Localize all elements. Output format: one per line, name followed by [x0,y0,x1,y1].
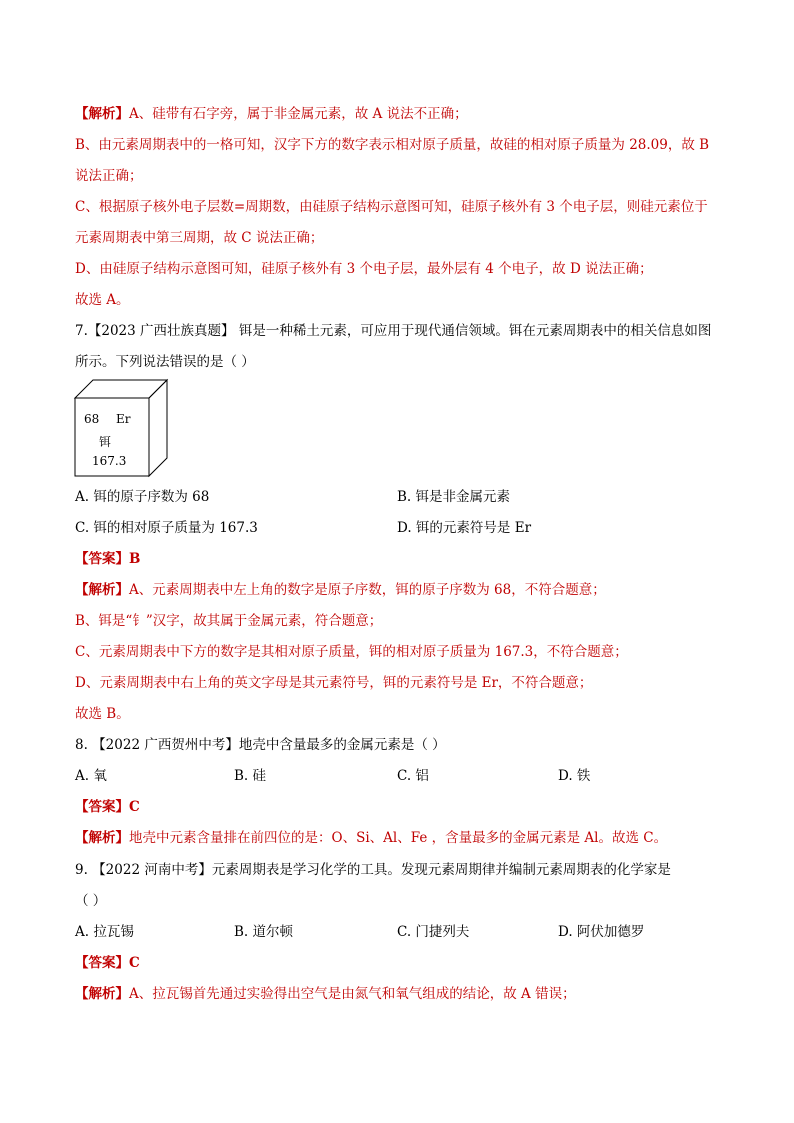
analysis-line: C、元素周期表中下方的数字是其相对原子质量，铒的相对原子质量为 167.3，不符合题意； [75,644,628,660]
analysis-line: 【解析】地壳中元素含量排在前四位的是：O、Si、Al、Fe ，含量最多的金属元素是 Al。故选 C。 [75,830,668,846]
element-name: 铒 [99,435,112,449]
option-a: A. 铒的原子序数为 68 [75,489,210,505]
analysis-line: C、根据原子核外电子层数=周期数，由硅原子结构示意图可知，硅原子核外有 3 个电子层，则硅元素位于 [75,199,708,215]
question-8-stem: 8. 【2022 广西贺州中考】地壳中含量最多的金属元素是（ ） [75,737,446,753]
analysis-line: D、由硅原子结构示意图可知，硅原子核外有 3 个电子层，最外层有 4 个电子，故 D 说法正确； [75,261,653,277]
question-9-stem: （ ） [75,893,107,909]
analysis-line: D、元素周期表中右上角的英文字母是其元素符号，铒的元素符号是 Er，不符合题意； [75,675,593,691]
question-9-stem: 9. 【2022 河南中考】元素周期表是学习化学的工具。发现元素周期律并编制元素周期表的化学家是 [75,862,671,878]
option-b: B. 铒是非金属元素 [397,489,511,505]
option-d: D. 阿伏加德罗 [558,924,645,940]
analysis-line: 【解析】A、硅带有石字旁，属于非金属元素，故 A 说法不正确； [75,106,468,122]
analysis-line: B、由元素周期表中的一格可知，汉字下方的数字表示相对原子质量，故硅的相对原子质量为 28.09，故 B [75,137,710,153]
analysis-line: 【解析】A、拉瓦锡首先通过实验得出空气是由氮气和氧气组成的结论，故 A 错误； [75,986,576,1002]
analysis-line: B、铒是“钅”汉字，故其属于金属元素，符合题意； [75,613,383,629]
answer-label: 【答案】B [75,551,141,567]
element-cell-figure [73,378,169,478]
option-b: B. 道尔顿 [234,924,294,940]
option-d: D. 铁 [558,768,591,784]
analysis-line: 元素周期表中第三周期，故 C 说法正确； [75,230,324,246]
question-7-stem: 7.【2023 广西壮族真题】 铒是一种稀土元素，可应用于现代通信领域。铒在元素周期表中的相关信息如图 [75,323,712,339]
analysis-line: 【解析】A、元素周期表中左上角的数字是原子序数，铒的原子序数为 68，不符合题意； [75,582,606,598]
atomic-mass: 167.3 [92,454,127,468]
option-c: C. 门捷列夫 [397,924,470,940]
analysis-line: 故选 B。 [75,706,130,722]
option-d: D. 铒的元素符号是 Er [397,520,532,536]
option-a: A. 氧 [75,768,107,784]
atomic-number: 68 [84,412,100,426]
option-c: C. 铝 [397,768,429,784]
element-symbol: Er [116,412,131,426]
option-b: B. 硅 [234,768,267,784]
question-7-stem: 所示。下列说法错误的是（ ） [75,354,255,370]
answer-label: 【答案】C [75,955,140,971]
analysis-line: 故选 A。 [75,292,130,308]
option-c: C. 铒的相对原子质量为 167.3 [75,520,258,536]
answer-label: 【答案】C [75,799,140,815]
option-a: A. 拉瓦锡 [75,924,134,940]
analysis-line: 说法正确； [75,168,143,184]
